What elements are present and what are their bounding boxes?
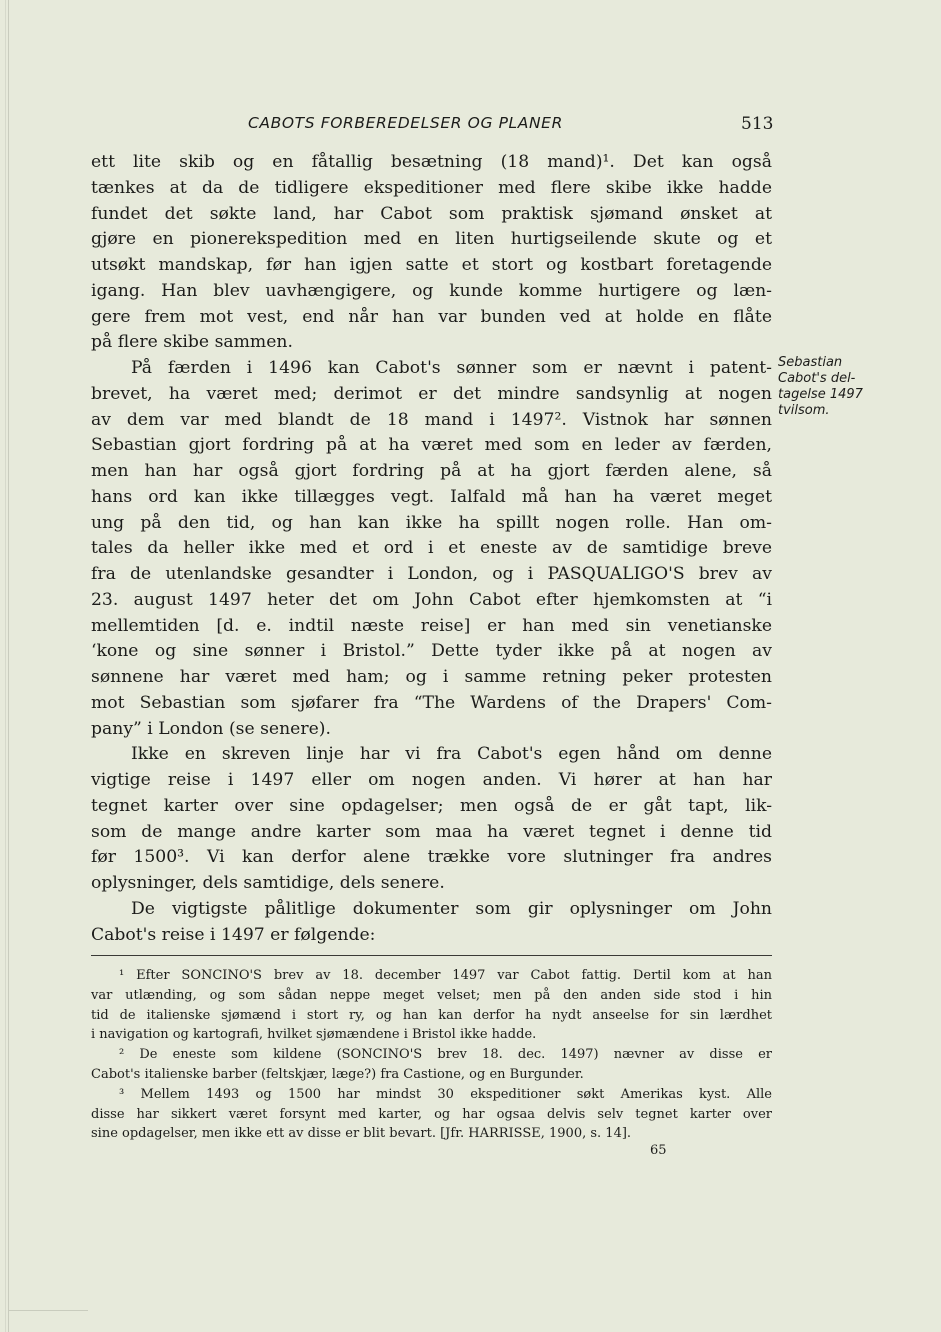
footnote-line: i navigation og kartografi, hvilket sjømændene i Bristol ikke hadde.: [91, 1027, 537, 1043]
page-edge-line: [8, 0, 9, 1332]
body-line: sønnene har været med ham; og i samme retning peker protesten: [91, 667, 772, 687]
body-line: før 1500³. Vi kan derfor alene trække vore slutninger fra andres: [91, 847, 772, 868]
body-line: av dem var med blandt de 18 mand i 1497². Vistnok har sønnen: [91, 409, 772, 430]
body-line: mot Sebastian som sjøfarer fra “The Wardens of the Drapers' Com-: [91, 692, 772, 713]
body-line: 23. august 1497 heter det om John Cabot efter hjemkomsten at “i: [91, 589, 772, 610]
footnote-line: ³ Mellem 1493 og 1500 har mindst 30 ekspeditioner søkt Amerikas kyst. Alle: [119, 1086, 772, 1102]
body-line: brevet, ha været med; derimot er det mindre sandsynlig at nogen: [91, 383, 772, 404]
signature-mark: 65: [650, 1143, 667, 1158]
body-line: tales da heller ikke med et ord i et eneste av de samtidige breve: [91, 538, 772, 559]
margin-note-line: Cabot's del-: [778, 371, 856, 386]
page-edge-shadow: [5, 0, 6, 1332]
body-line: pany” i London (se senere).: [91, 718, 331, 739]
margin-note: [778, 355, 863, 419]
body-line: som de mange andre karter som maa ha været tegnet i denne tid: [91, 821, 772, 842]
footnote-line: var utlænding, og som sådan neppe meget velset; men på den anden side stod i hin: [91, 987, 772, 1003]
body-line: De vigtigste pålitlige dokumenter som gir oplysninger om John: [131, 898, 772, 919]
body-line: ‘kone og sine sønner i Bristol.” Dette tyder ikke på at nogen av: [91, 641, 772, 662]
body-line: tegnet karter over sine opdagelser; men også de er gåt tapt, lik-: [91, 795, 772, 816]
running-header-title: CABOTS FORBEREDELSER OG PLANER: [248, 114, 563, 132]
page-corner-mark: [8, 1310, 88, 1311]
footnote-divider: [91, 955, 772, 956]
body-line: Sebastian gjort fordring på at ha været med som en leder av færden,: [91, 435, 772, 456]
page-number: 513: [741, 114, 774, 134]
body-line: Cabot's reise i 1497 er følgende:: [91, 924, 376, 945]
body-line: fundet det søkte land, har Cabot som praktisk sjømand ønsket at: [91, 203, 772, 224]
body-line: gere frem mot vest, end når han var bunden ved at holde en flåte: [91, 306, 772, 327]
body-line: igang. Han blev uavhængigere, og kunde komme hurtigere og læn-: [91, 280, 772, 301]
body-line: Ikke en skreven linje har vi fra Cabot's egen hånd om denne: [131, 744, 772, 765]
body-line: På færden i 1496 kan Cabot's sønner som er nævnt i patent-: [131, 358, 772, 378]
body-line: oplysninger, dels samtidige, dels senere.: [91, 873, 445, 893]
footnote-line: sine opdagelser, men ikke ett av disse er blit bevart. [Jfr. HARRISSE, 1900, s. 14].: [91, 1126, 632, 1142]
footnote-line: tid de italienske sjømænd i stort ry, og han kan derfor ha nydt anseelse for sin lærdhet: [91, 1007, 772, 1023]
footnote-line: ¹ Efter SONCINO'S brev av 18. december 1497 var Cabot fattig. Dertil kom at han: [119, 968, 772, 983]
body-line: vigtige reise i 1497 eller om nogen anden. Vi hører at han har: [91, 770, 772, 790]
body-line: utsøkt mandskap, før han igjen satte et stort og kostbart foretagende: [91, 255, 772, 275]
body-line: hans ord kan ikke tillægges vegt. Ialfald må han ha været meget: [91, 486, 772, 507]
body-line: mellemtiden [d. e. indtil næste reise] er han med sin venetianske: [91, 615, 772, 636]
body-line: gjøre en pionerekspedition med en liten hurtigseilende skute og et: [91, 229, 772, 250]
margin-note-line: tvilsom.: [778, 403, 830, 418]
body-line: fra de utenlandske gesandter i London, og i PASQUALIGO'S brev av: [91, 564, 772, 584]
margin-note-line: Sebastian: [778, 355, 843, 370]
body-text: [91, 150, 772, 948]
footnote-line: Cabot's italienske barber (feltskjær, læge?) fra Castione, og en Burgunder.: [91, 1066, 584, 1082]
body-line: ung på den tid, og han kan ikke ha spillt nogen rolle. Han om-: [91, 512, 772, 533]
margin-note-line: tagelse 1497: [778, 387, 863, 402]
body-line: på flere skibe sammen.: [91, 332, 293, 353]
footnotes: [91, 966, 772, 1144]
body-line: tænkes at da de tidligere ekspeditioner med flere skibe ikke hadde: [91, 177, 772, 198]
body-line: men han har også gjort fordring på at ha gjort færden alene, så: [91, 461, 772, 481]
footnote-line: disse har sikkert været forsynt med karter, og har ogsaa delvis selv tegnet karter over: [91, 1106, 772, 1122]
body-line: ett lite skib og en fåtallig besætning (18 mand)¹. Det kan også: [91, 152, 772, 172]
footnote-line: ² De eneste som kildene (SONCINO'S brev 18. dec. 1497) nævner av disse er: [119, 1047, 772, 1063]
